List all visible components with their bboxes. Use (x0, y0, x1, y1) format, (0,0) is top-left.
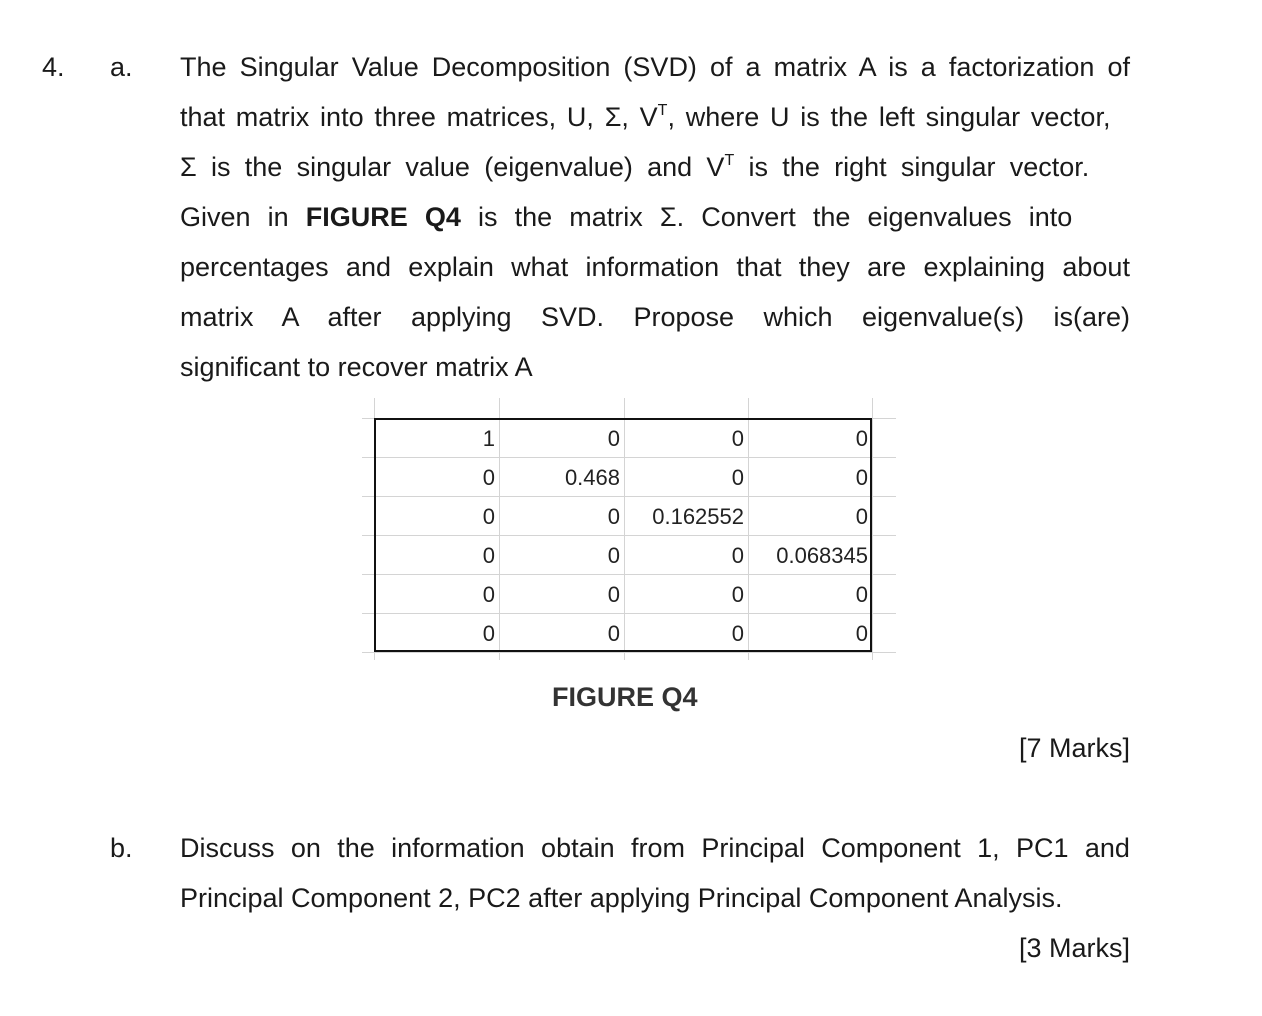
part-a-line-4-pre: Given in (180, 202, 306, 232)
transpose-superscript: T (657, 102, 668, 119)
part-a-label: a. (110, 52, 133, 82)
part-a-line-4 (180, 202, 1130, 252)
part-a-line-6: matrix A after applying SVD. Propose which eigenvalue(s) is(are) (180, 302, 1131, 332)
part-a-line-5: percentages and explain what information that they are explaining about (180, 252, 1130, 282)
part-a-line-1: The Singular Value Decomposition (SVD) of a matrix A is a factorization of (180, 52, 1131, 82)
grid-line (872, 398, 873, 660)
part-b-marks: [3 Marks] (1018, 933, 1130, 963)
part-a-line-3-pre: Σ is the singular value (eigenvalue) and V (180, 152, 725, 182)
part-a-line-2-post: , where U is the left singular vector, (667, 102, 1111, 132)
part-a-marks: [7 Marks] (1018, 733, 1130, 763)
matrix-figure (362, 398, 896, 660)
matrix-cell: 0 (482, 543, 495, 568)
matrix-cell: 0 (607, 582, 620, 607)
matrix-cell: 0 (482, 465, 495, 490)
part-b-line-2: Principal Component 2, PC2 after applying Principal Component Analysis. (180, 883, 1063, 913)
matrix-cell: 0 (855, 504, 868, 529)
part-b-label: b. (110, 833, 133, 863)
part-b-line-1: Discuss on the information obtain from Principal Component 1, PC1 and (180, 833, 1130, 863)
matrix-cell: 0.468 (564, 465, 620, 490)
matrix-cell: 0 (855, 465, 868, 490)
part-a-line-4-post: is the matrix Σ. Convert the eigenvalues into (460, 202, 1073, 232)
matrix-border (374, 418, 872, 652)
part-a-line-2 (180, 102, 1130, 152)
transpose-superscript: T (724, 152, 735, 169)
figure-reference: FIGURE Q4 (305, 202, 461, 232)
part-a-line-3 (180, 152, 1130, 202)
matrix-cell: 0 (731, 621, 744, 646)
matrix-cell: 1 (482, 426, 495, 451)
matrix-cell: 0.162552 (652, 504, 744, 529)
matrix-cell: 0 (607, 621, 620, 646)
matrix-cell: 0 (855, 582, 868, 607)
matrix-cell: 0 (855, 621, 868, 646)
matrix-cell: 0 (607, 504, 620, 529)
part-a-line-3-post: is the right singular vector. (734, 152, 1090, 182)
matrix-cell: 0 (482, 621, 495, 646)
matrix-cell: 0 (482, 582, 495, 607)
question-number: 4. (42, 52, 65, 82)
grid-line (362, 652, 896, 653)
part-a-line-2-pre: that matrix into three matrices, U, Σ, V (180, 102, 658, 132)
figure-caption: FIGURE Q4 (552, 682, 698, 712)
matrix-cell: 0 (607, 426, 620, 451)
matrix-cell: 0 (855, 426, 868, 451)
matrix-cell: 0 (731, 582, 744, 607)
matrix-cell: 0.068345 (776, 543, 868, 568)
part-a-text (180, 52, 1130, 402)
matrix-cell: 0 (607, 543, 620, 568)
matrix-cell: 0 (731, 543, 744, 568)
matrix-cell: 0 (731, 465, 744, 490)
matrix-cell: 0 (482, 504, 495, 529)
matrix-cell: 0 (731, 426, 744, 451)
part-a-line-7: significant to recover matrix A (180, 352, 533, 382)
part-b-text (180, 833, 1130, 933)
